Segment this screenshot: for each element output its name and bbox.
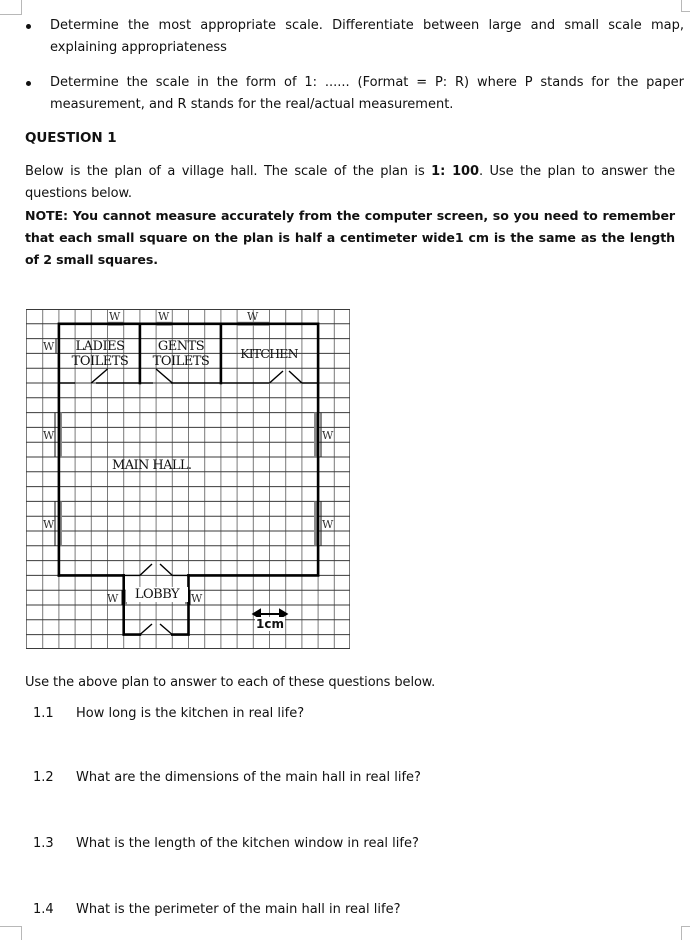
- window-label: W: [43, 518, 55, 531]
- room-label-line: GENTS: [157, 339, 205, 354]
- window-label: W: [322, 518, 334, 531]
- room-label-lobby: LOBBY: [126, 587, 188, 602]
- question-heading: QUESTION 1: [25, 130, 117, 146]
- page-corner-mark-bottom-right: [681, 926, 690, 940]
- room-label-line: LADIES: [75, 339, 125, 354]
- gents-door: [156, 369, 172, 383]
- plan-scale: 1: 100: [431, 164, 479, 179]
- lobby-inner-door-right: [160, 564, 172, 575]
- question-number: 1.3: [33, 836, 54, 851]
- question-text: What is the perimeter of the main hall in real life?: [76, 902, 401, 917]
- page-corner-mark-top-left: [0, 0, 22, 15]
- window-label: W: [322, 429, 334, 442]
- room-label-line: TOILETS: [71, 354, 129, 369]
- question-number: 1.4: [33, 902, 54, 917]
- room-label-ladies-toilets: [64, 339, 136, 369]
- bullet-icon: [26, 24, 31, 29]
- intro-text-before: Below is the plan of a village hall. The scale of the plan is: [25, 164, 432, 179]
- question-number: 1.1: [33, 706, 54, 721]
- room-label-kitchen: KITCHEN: [240, 346, 298, 361]
- question-text: How long is the kitchen in real life?: [76, 706, 305, 721]
- lobby-outer-door-right: [160, 624, 172, 635]
- room-label-gents-toilets: [144, 339, 218, 369]
- page-corner-mark-top-right: [681, 0, 690, 12]
- window-label: W: [191, 592, 203, 605]
- question-number: 1.2: [33, 770, 54, 785]
- room-label-line: TOILETS: [152, 354, 210, 369]
- objective-text: Determine the scale in the form of 1: ...... (Format = P: R) where P stands for the paper measurement, and R stands for the real/actual measurement.: [50, 75, 684, 112]
- window-label: W: [247, 310, 259, 323]
- scale-bar-label: 1cm: [256, 617, 284, 631]
- question-intro: [25, 161, 675, 205]
- page-corner-mark-bottom-left: [0, 926, 22, 940]
- lobby-outer-door-left: [140, 624, 152, 635]
- room-label-main-hall: MAIN HALL.: [112, 458, 192, 473]
- window-label: W: [43, 429, 55, 442]
- ladies-door: [91, 369, 107, 383]
- bullet-icon: [26, 81, 31, 86]
- kitchen-door-left: [270, 371, 284, 383]
- question-text: What is the length of the kitchen window in real life?: [76, 836, 419, 851]
- intro-text-after: . Use the plan to answer the questions below.: [25, 164, 675, 201]
- questions-instruction: Use the above plan to answer to each of these questions below.: [25, 675, 436, 690]
- window-label: W: [107, 592, 119, 605]
- objective-text: Determine the most appropriate scale. Differentiate between large and small scale map, explaining appropriateness: [50, 18, 684, 55]
- lobby-inner-door-left: [140, 564, 152, 575]
- window-label: W: [158, 310, 170, 323]
- village-hall-plan: [26, 309, 350, 649]
- kitchen-door-right: [289, 371, 302, 383]
- window-label: W: [43, 340, 55, 353]
- measurement-note: NOTE: You cannot measure accurately from the computer screen, so you need to remember that each small square on the plan is half a centimeter wide1 cm is the same as the length of 2 small squares.: [25, 208, 675, 267]
- question-text: What are the dimensions of the main hall in real life?: [76, 770, 421, 785]
- window-label: W: [109, 310, 121, 323]
